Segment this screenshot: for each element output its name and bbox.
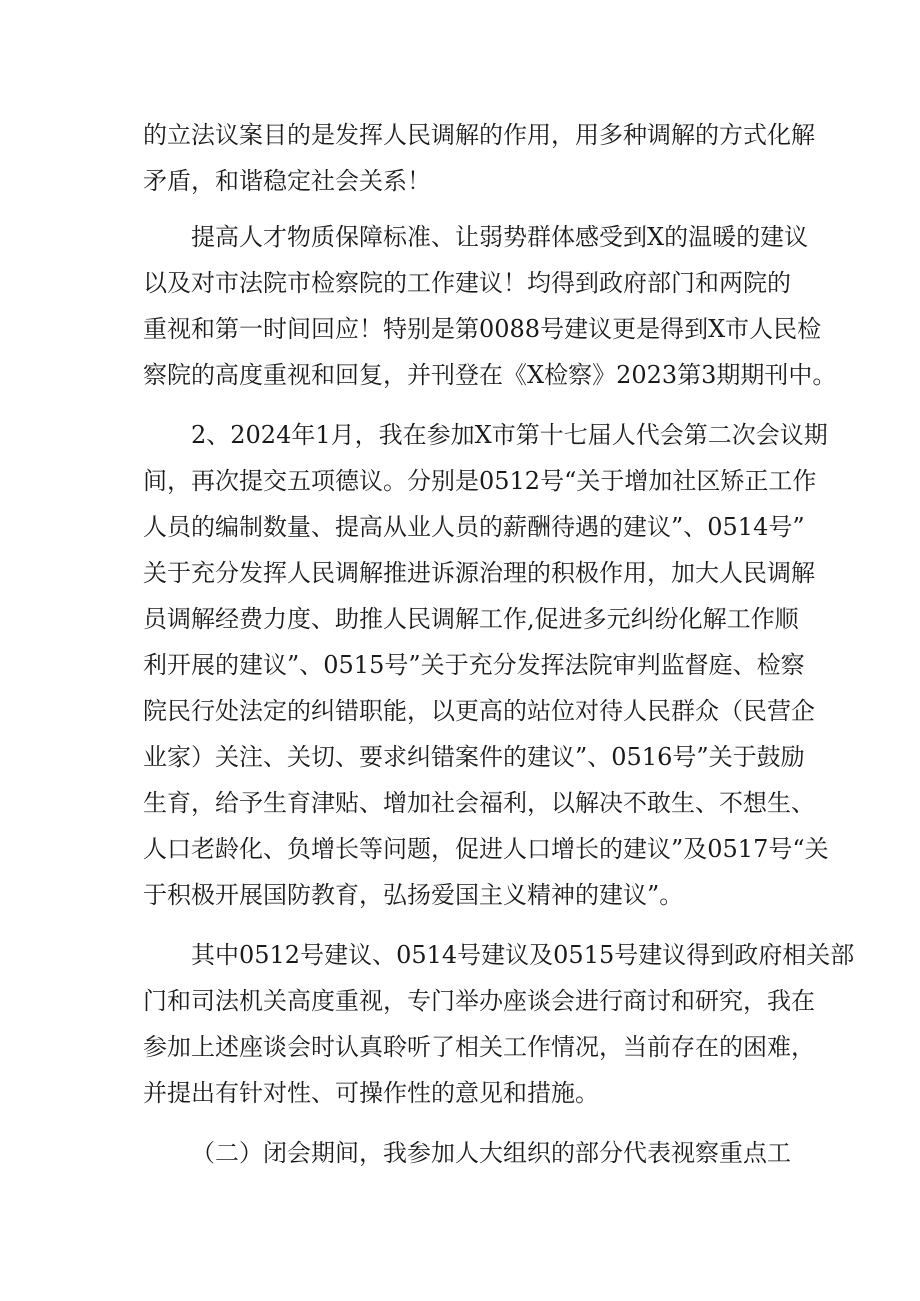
- text-line: 生育，给予生育津贴、增加社会福利，以解决不敢生、不想生、: [143, 789, 815, 817]
- text-line: 其中0512号建议、0514号建议及0515号建议得到政府相关部: [191, 941, 855, 969]
- text-line: 人员的编制数量、提高从业人员的薪酬待遇的建议”、0514号”: [143, 513, 805, 541]
- text-line: 利开展的建议”、0515号”关于充分发挥法院审判监督庭、检察: [143, 651, 805, 679]
- paragraph-suggestions: [143, 214, 837, 398]
- text-line: 院民行处法定的纠错职能，以更高的站位对待人民群众（民营企: [143, 697, 815, 725]
- text-line: 人口老龄化、负增长等问题，促进人口增长的建议”及0517号“关: [143, 835, 829, 863]
- paragraph-spacer: [143, 204, 783, 214]
- text-line: 关于充分发挥人民调解推进诉源治理的积极作用，加大人民调解: [143, 559, 815, 587]
- text-line: 的立法议案目的是发挥人民调解的作用，用多种调解的方式化解: [143, 121, 815, 149]
- paragraph-continuation: [143, 112, 815, 204]
- paragraph-section-two: [143, 1130, 791, 1176]
- paragraph-spacer: [143, 398, 783, 412]
- text-line: 提高人才物质保障标准、让弱势群体感受到X的温暖的建议: [191, 223, 809, 251]
- paragraph-spacer: [143, 918, 783, 932]
- text-line: 参加上述座谈会时认真聆听了相关工作情况，当前存在的困难，: [143, 1033, 815, 1061]
- paragraph-symposium: [143, 932, 855, 1116]
- text-line: 重视和第一时间回应！特别是第0088号建议更是得到X市人民检: [143, 315, 822, 343]
- body-text: [143, 112, 855, 1176]
- text-line: 察院的高度重视和回复，并刊登在《X检察》2023第3期期刊中。: [143, 361, 837, 389]
- text-line: 并提出有针对性、可操作性的意见和措施。: [143, 1079, 599, 1107]
- text-line: 于积极开展国防教育，弘扬爱国主义精神的建议”。: [143, 881, 684, 909]
- text-line: 门和司法机关高度重视，专门举办座谈会进行商讨和研究，我在: [143, 987, 815, 1015]
- text-line: 业家）关注、关切、要求纠错案件的建议”、0516号”关于鼓励: [143, 743, 805, 771]
- paragraph-2024-proposals: [143, 412, 829, 918]
- paragraph-spacer: [143, 1116, 783, 1130]
- text-line: 以及对市法院市检察院的工作建议！均得到政府部门和两院的: [143, 269, 791, 297]
- text-line: 矛盾，和谐稳定社会关系！: [143, 167, 431, 195]
- section-heading-line: （二）闭会期间，我参加人大组织的部分代表视察重点工: [191, 1139, 791, 1167]
- text-line: 2、2024年1月，我在参加X市第十七届人代会第二次会议期: [191, 421, 828, 449]
- text-line: 员调解经费力度、助推人民调解工作,促进多元纠纷化解工作顺: [143, 605, 799, 633]
- text-line: 间，再次提交五项德议。分别是0512号“关于增加社区矫正工作: [143, 467, 817, 495]
